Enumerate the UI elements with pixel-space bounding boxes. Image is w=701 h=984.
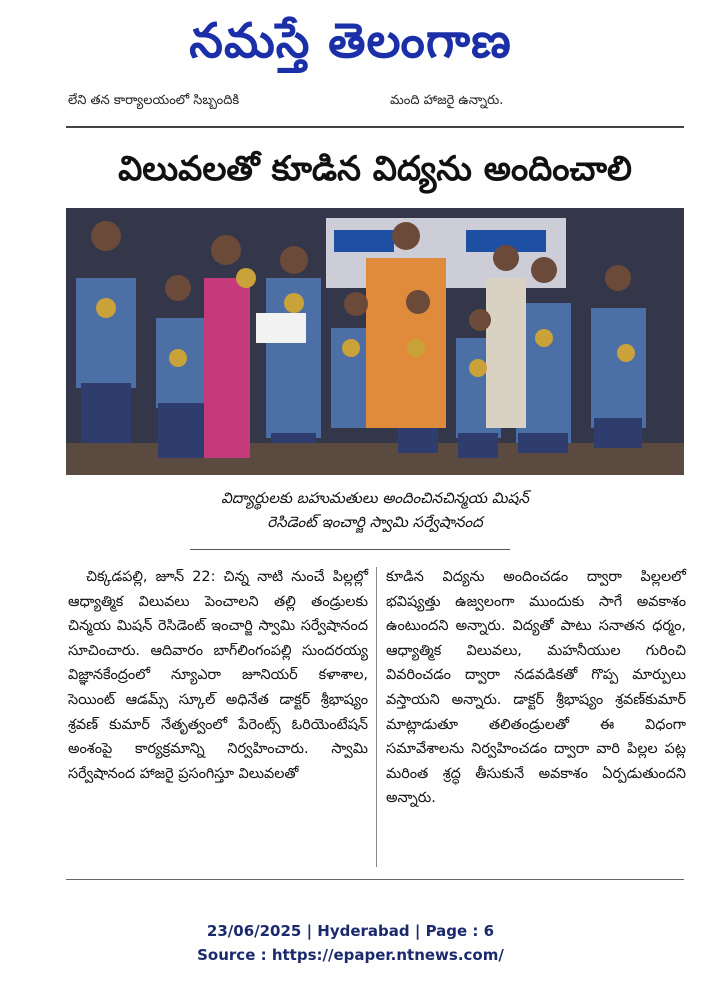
- photo-caption: [66, 486, 684, 534]
- masthead-title: నమస్తే తెలంగాణ: [189, 13, 512, 69]
- caption-line-1: విద్యార్థులకు బహుమతులు అందించినచిన్మయ మిషన్: [221, 489, 529, 507]
- caption-divider: [190, 549, 510, 550]
- edition-info: 23/06/2025 | Hyderabad | Page : 6: [206, 922, 495, 940]
- article-column-right: [386, 565, 686, 811]
- top-divider: [66, 126, 684, 128]
- article-body-right: కూడిన విద్యను అందించడం ద్వారా పిల్లలలో భవిష్యత్తు ఉజ్వలంగా ముందుకు సాగే అవకాశం ఉంటుందని అన్నారు. విద్యతో పాటు సనాతన ధర్మం, ఆధ్యాత్మిక విలువలు, మహనీయుల గురించి వివరించడం ద్వారా నడవడికతో గొప్ప మార్పులు వస్తాయని అన్నారు. డాక్టర్ శ్రీభాష్యం శ్రవణ్‌కుమార్ మాట్లాడుతూ తలితండ్రులతో ఈ విధంగా సమావేశాలను నిర్వహించడం ద్వారా వారి పిల్లల పట్ల మరింత శ్రద్ధ తీసుకునే అవకాశం ఏర్పడుతుందని అన్నారు.: [386, 569, 686, 807]
- article-body-left: చిక్కడపల్లి, జూన్ 22: చిన్న నాటి నుంచే పిల్లల్లో ఆధ్యాత్మిక విలువలు పెంచాలని తల్లి తండ్రులకు చిన్మయ మిషన్ రెసిడెంట్ ఇంచార్జి స్వామి సర్వేషానంద సూచించారు. ఆదివారం బాగ్‌లింగంపల్లి సుందరయ్య విజ్ఞానకేంద్రంలో న్యూఎరా జూనియర్ కళాశాల, సెయింట్ ఆడమ్స్ స్కూల్ అధినేత డాక్టర్ శ్రీభాష్యం శ్రవణ్ కుమార్ నేతృత్వంలో పేరెంట్స్ ఓరియెంటేషన్ అంశంపై కార్యక్రమాన్ని నిర్వహించారు. స్వామి సర్వేషానంద హాజరై ప్రసంగిస్తూ విలువలతో: [68, 569, 368, 782]
- cutoff-text-left: లేని తన కార్యాలయంలో సిబ్బందికి: [68, 93, 240, 108]
- column-divider: [376, 567, 377, 867]
- caption-line-2: రెసిడెంట్ ఇంచార్జి స్వామి సర్వేషానంద: [267, 513, 483, 531]
- photo-illustration: [66, 208, 684, 475]
- bottom-divider: [66, 879, 684, 880]
- article-photo: [66, 208, 684, 475]
- cutoff-text-right: మంది హాజరై ఉన్నారు.: [390, 93, 504, 108]
- article-column-left: [68, 565, 368, 786]
- source-link[interactable]: Source : https://epaper.ntnews.com/: [197, 946, 504, 964]
- article-headline: విలువలతో కూడిన విద్యను అందించాలి: [118, 149, 632, 189]
